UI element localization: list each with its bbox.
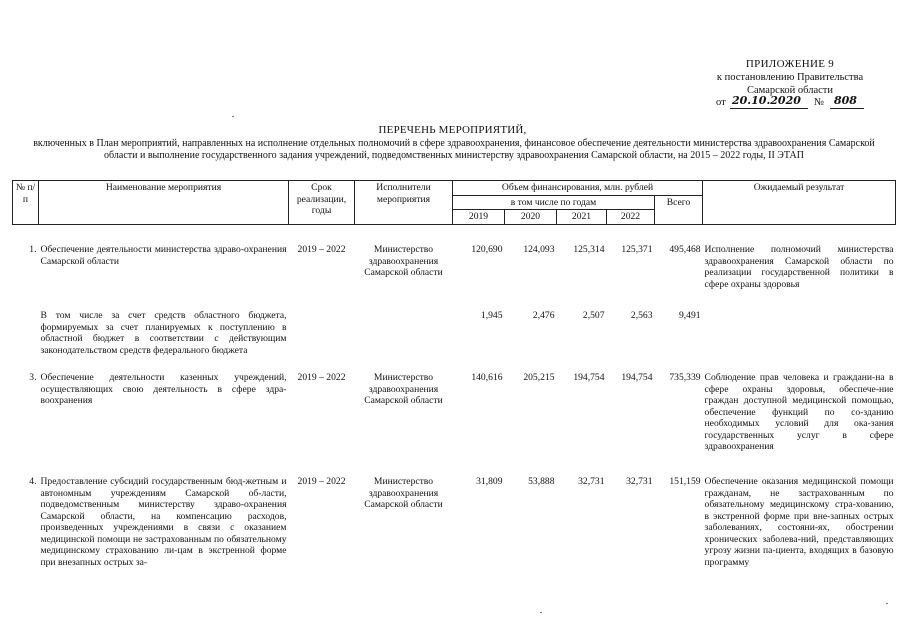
- row-term: 2019 – 2022: [297, 476, 346, 487]
- row-2021: 32,731: [578, 476, 605, 487]
- row-name: Обеспечение деятельности министерства здраво-охранения Самарской области: [40, 244, 287, 267]
- row-2021: 125,314: [573, 244, 605, 255]
- row-2020: 205,215: [523, 372, 555, 383]
- header-executors: Исполнители мероприятия: [355, 181, 453, 225]
- table-row: [13, 372, 896, 476]
- row-executor: Министерство здравоохранения Самарской области: [364, 476, 443, 510]
- header-funding: Объем финансирования, млн. рублей: [453, 181, 703, 196]
- row-2019: 1,945: [480, 310, 503, 321]
- date-prefix: от: [716, 97, 726, 108]
- table-row: [13, 476, 896, 586]
- row-2021: 194,754: [573, 372, 605, 383]
- row-num: 4.: [29, 476, 37, 487]
- row-2022: 194,754: [621, 372, 653, 383]
- number-underline: [830, 108, 864, 109]
- row-total: 9,491: [678, 310, 701, 321]
- document-title: ПЕРЕЧЕНЬ МЕРОПРИЯТИЙ,: [378, 124, 527, 136]
- row-total: 735,339: [669, 372, 701, 383]
- date-handwritten: 20.10.2020: [732, 94, 801, 107]
- row-total: 151,159: [669, 476, 701, 487]
- appendix-title: ПРИЛОЖЕНИЕ 9: [745, 58, 835, 70]
- row-executor: Министерство здравоохранения Самарской области: [364, 372, 443, 406]
- header-term: Срок реализации, годы: [289, 181, 355, 225]
- appendix-line-2: Самарской области: [747, 85, 833, 96]
- row-2021: 2,507: [582, 310, 605, 321]
- row-term: 2019 – 2022: [297, 244, 346, 255]
- row-total: 495,468: [669, 244, 701, 255]
- row-result: Обеспечение оказания медицинской помощи гражданам, не застрахованным по обязательному медицинскому стра-хованию, в экстренной форме при вне-запных острых заболеваниях, состояни-ях, обострении хронических заболева-ний, представляющих угрозу жизни па-циента, входящих в базовую программу: [704, 476, 894, 568]
- row-term: 2019 – 2022: [297, 372, 346, 383]
- row-2020: 53,888: [528, 476, 555, 487]
- row-executor: [355, 310, 453, 372]
- header-year: 2019: [453, 210, 505, 225]
- date-underline: [730, 108, 808, 109]
- row-name: В том числе за счет средств областного бюджета, формируемых за счет планируемых к поступлению в областной бюджет в соответствии с действующим законодательством средств федерального бюджета: [40, 310, 287, 356]
- row-result: Исполнение полномочий министерства здравоохранения Самарской области по реализации государственной политики в сфере охраны здоровья: [704, 244, 894, 290]
- header-year: 2022: [607, 210, 655, 225]
- row-2020: 2,476: [532, 310, 555, 321]
- header-name: Наименование мероприятия: [39, 181, 289, 225]
- row-2019: 31,809: [476, 476, 503, 487]
- row-result: [703, 310, 896, 372]
- table-row: [13, 310, 896, 372]
- row-2022: 32,731: [626, 476, 653, 487]
- row-num: 3.: [29, 372, 37, 383]
- header-result: Ожидаемый результат: [703, 181, 896, 225]
- document-subtitle: включенных в План мероприятий, направленных на исполнение отдельных полномочий в сфере здравоохранения, финансовое обеспечение деятельности министерства здравоохранения Самарской области и выполнение государственного задания учреждений, подведомственных министерству здравоохранения Самарской области, на 2015 – 2022 годы, II ЭТАП: [33, 138, 875, 161]
- row-num: [13, 310, 39, 372]
- header-num: № п/п: [13, 181, 39, 225]
- scan-speck: [540, 612, 542, 613]
- number-prefix: №: [814, 97, 825, 108]
- row-num: 1.: [29, 244, 37, 255]
- header-total: Всего: [655, 195, 703, 224]
- measures-table: [12, 180, 896, 586]
- header-by-years: в том числе по годам: [453, 195, 655, 210]
- row-2019: 140,616: [471, 372, 503, 383]
- row-result: Соблюдение прав человека и граждани-на в сфере охраны здоровья, обеспече-ние граждан доступной медицинской помощью, обеспечение функций по со-зданию необходимых условий для ока-зания государственных услуг в сфере здравоохранения: [704, 372, 894, 452]
- row-term: [289, 310, 355, 372]
- scan-speck: [886, 603, 888, 604]
- scan-speck: [232, 116, 234, 117]
- row-2022: 125,371: [621, 244, 653, 255]
- appendix-line-1: к постановлению Правительства: [716, 72, 864, 83]
- row-2019: 120,690: [471, 244, 503, 255]
- row-executor: Министерство здравоохранения Самарской области: [364, 244, 443, 278]
- table-row: [13, 244, 896, 310]
- row-2022: 2,563: [630, 310, 653, 321]
- header-year: 2021: [557, 210, 607, 225]
- row-2020: 124,093: [523, 244, 555, 255]
- number-handwritten: 808: [834, 94, 857, 107]
- header-year: 2020: [505, 210, 557, 225]
- row-name: Предоставление субсидий государственным бюд-жетным и автономным учреждениям Самарской об-ласти, подведомственным министерству здраво-охранения Самарской области, на компенсацию расходов, произведенных учреждениями в связи с оказанием медицинской помощи не застрахованным по обязательному медицинскому страхованию ли-цам в экстренной форме при внезапных острых за-: [40, 476, 287, 568]
- appendix-block: [690, 58, 890, 97]
- row-name: Обеспечение деятельности казенных учреждений, осуществляющих свою деятельность в сфере здра-воохранения: [40, 372, 287, 406]
- table-header: [13, 181, 896, 225]
